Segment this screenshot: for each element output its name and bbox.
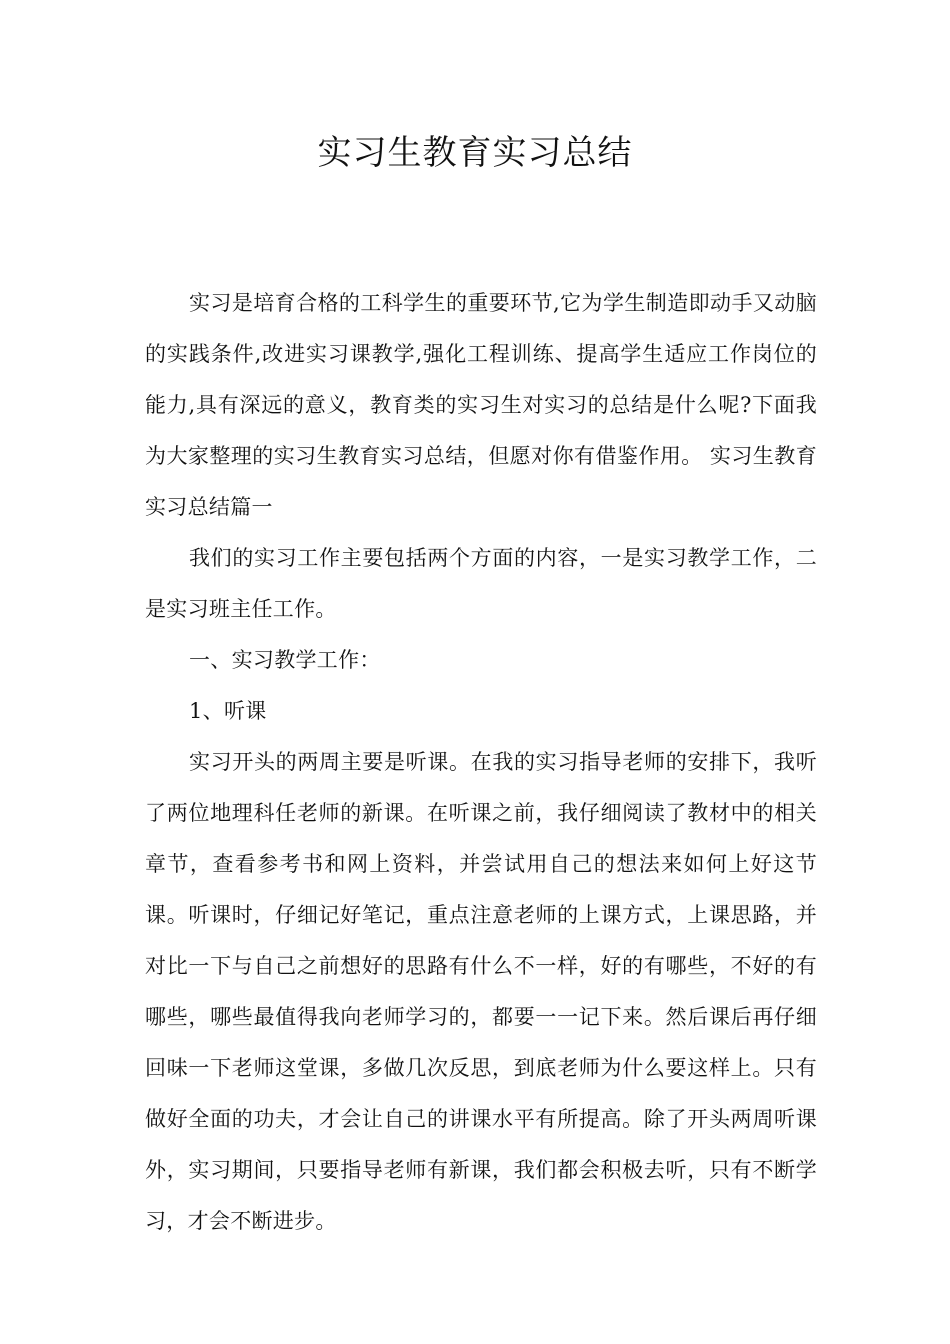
paragraph-intro: 实习是培育合格的工科学生的重要环节,它为学生制造即动手又动脑的实践条件,改进实习课教学,强化工程训练、提高学生适应工作岗位的能力,具有深远的意义，教育类的实习生对实习的总结是什么呢?下面我为大家整理的实习生教育实习总结，但愿对你有借鉴作用。 实习生教育实习总结篇一	[145, 291, 817, 519]
page-title: 实习生教育实习总结	[317, 133, 633, 173]
subsection-heading-listening: 1、听课	[189, 699, 267, 723]
paragraph-work-scope: 我们的实习工作主要包括两个方面的内容，一是实习教学工作，二是实习班主任工作。	[145, 546, 817, 621]
paragraph-listening: 实习开头的两周主要是听课。在我的实习指导老师的安排下，我听了两位地理科任老师的新课。在听课之前，我仔细阅读了教材中的相关章节，查看参考书和网上资料，并尝试用自己的想法来如何上好这节课。听课时，仔细记好笔记，重点注意老师的上课方式，上课思路，并对比一下与自己之前想好的思路有什么不一样，好的有哪些，不好的有哪些，哪些最值得我向老师学习的，都要一一记下来。然后课后再仔细回味一下老师这堂课，多做几次反思，到底老师为什么要这样上。只有做好全面的功夫，才会让自己的讲课水平有所提高。除了开头两周听课外，实习期间，只要指导老师有新课，我们都会积极去听，只有不断学习，才会不断进步。	[145, 750, 817, 1233]
section-heading-teaching: 一、实习教学工作：	[189, 648, 381, 672]
document-body	[145, 278, 817, 1247]
